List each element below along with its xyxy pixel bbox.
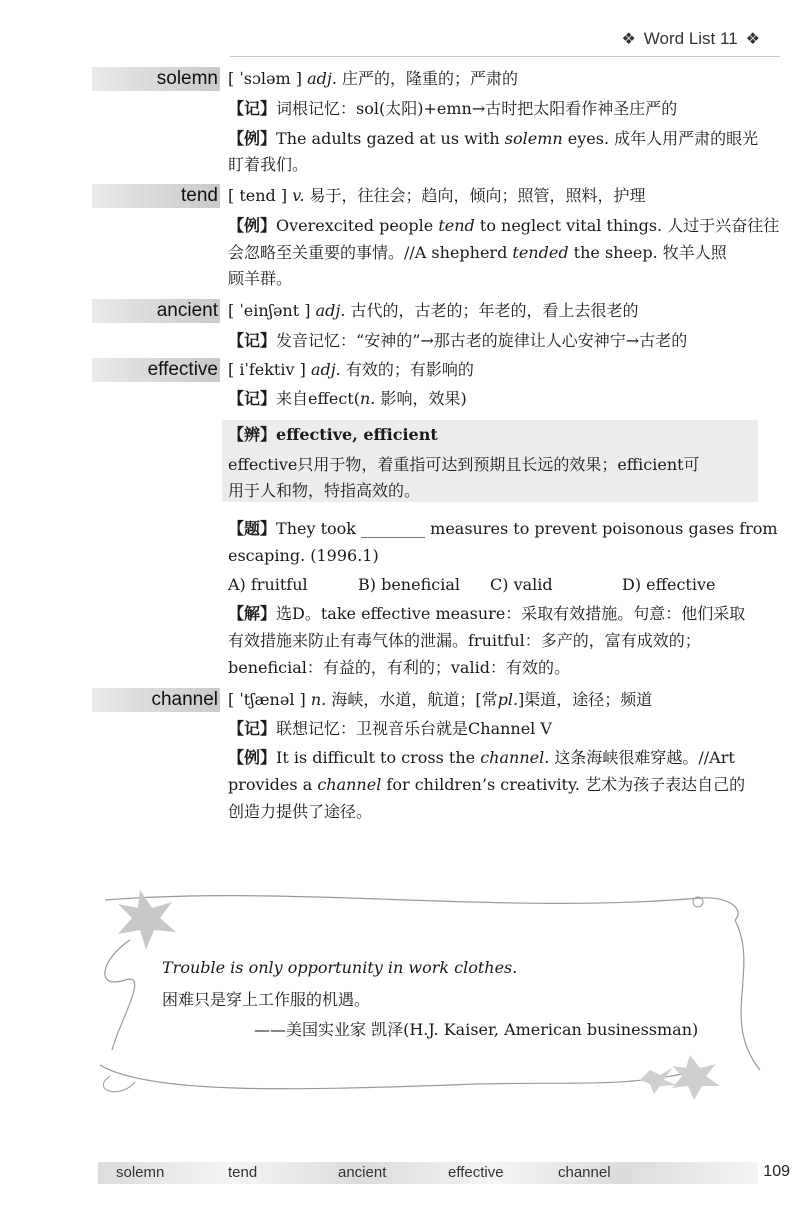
example-line [228, 266, 760, 292]
memory-tag: 【记】 [228, 331, 277, 350]
part-of-speech: n. [359, 389, 376, 408]
answer-text: beneficial：有益的，有利的；valid：有效的。 [228, 658, 570, 677]
example-line [228, 213, 780, 239]
distinction-text: effective只用于物，着重指可达到预期且长远的效果；efficient可 [228, 455, 700, 474]
definition: 易于，往往会；趋向，倾向；照管，照料，护理 [304, 186, 646, 205]
frame-loop [103, 1076, 135, 1092]
distinction-line [228, 452, 760, 478]
example-line [228, 772, 760, 798]
example-text: 创造力提供了途径。 [228, 802, 373, 821]
question-line [228, 516, 778, 542]
memory-text: 来自effect( [276, 389, 360, 408]
example-keyword: tend [438, 216, 475, 235]
memory-tag: 【记】 [228, 99, 277, 118]
example-text: to neglect vital things. 人过于兴奋往往 [474, 216, 780, 235]
answer-line [228, 655, 760, 681]
diamond-icon: ❖ [745, 31, 760, 48]
example-text: 顾羊群。 [228, 269, 293, 288]
plural-marker: pl. [497, 690, 519, 709]
phonetic: [ ˈsɔləm ] [228, 69, 302, 88]
diamond-icon: ❖ [621, 31, 636, 48]
frame-curve-top [105, 896, 738, 920]
example-line [228, 240, 760, 266]
part-of-speech: adj. [307, 69, 337, 88]
question-tag: 【题】 [228, 519, 277, 538]
example-keyword: solemn [504, 129, 563, 148]
footer-word: ancient [338, 1164, 387, 1181]
example-text: 会忽略至关重要的事情。//A shepherd [228, 243, 513, 262]
question-text: They took ________ measures to prevent poisonous gases from [276, 519, 778, 538]
phonetic: [ ˈeinʃənt ] [228, 301, 311, 320]
definition-line [228, 357, 760, 383]
question-line [228, 543, 760, 569]
example-text: for children’s creativity. 艺术为孩子表达自己的 [381, 775, 746, 794]
definition-line [228, 298, 760, 324]
part-of-speech: v. [292, 186, 305, 205]
example-text: 盯着我们。 [228, 155, 309, 174]
option-c: C) valid [490, 575, 553, 594]
definition-line [228, 183, 760, 209]
answer-line [228, 601, 760, 627]
example-tag: 【例】 [228, 748, 277, 767]
phonetic: [ ˈtʃænəl ] [228, 690, 306, 709]
example-line [228, 745, 760, 771]
example-keyword: channel [317, 775, 382, 794]
example-tag: 【例】 [228, 216, 277, 235]
definition: 海峡，水道，航道；[常 [326, 690, 498, 709]
example-tag: 【例】 [228, 129, 277, 148]
headword-effective: effective [147, 359, 218, 380]
example-keyword: channel [480, 748, 545, 767]
memory-line [228, 328, 760, 354]
running-header [621, 26, 760, 52]
frame-curve-bottom [100, 1065, 700, 1089]
example-line [228, 126, 760, 152]
memory-tag: 【记】 [228, 389, 277, 408]
memory-text: 词根记忆：sol(太阳)+emn→古时把太阳看作神圣庄严的 [276, 99, 678, 118]
definition-line [228, 66, 760, 92]
footer-word: tend [228, 1164, 258, 1181]
option-a: A) fruitful [228, 575, 308, 594]
distinction-title [228, 422, 760, 448]
example-text: . 这条海峡很难穿越。//Art [544, 748, 735, 767]
headword-solemn: solemn [156, 68, 218, 89]
answer-tag: 【解】 [228, 604, 277, 623]
distinction-words: effective, efficient [276, 425, 438, 444]
memory-line [228, 386, 760, 412]
distinction-line [228, 478, 760, 504]
memory-line [228, 96, 760, 122]
definition: 古代的，古老的；年老的，看上去很老的 [345, 301, 639, 320]
part-of-speech: adj. [315, 301, 346, 320]
answer-text: 有效措施来防止有毒气体的泄漏。fruitful：多产的，富有成效的； [228, 631, 701, 650]
memory-text: 联想记忆：卫视音乐台就是Channel V [276, 719, 552, 738]
memory-text: 影响，效果) [375, 389, 467, 408]
example-text: provides a [228, 775, 318, 794]
answer-line [228, 628, 760, 654]
definition: ]渠道，途径；频道 [518, 690, 653, 709]
option-b: B) beneficial [358, 575, 460, 594]
frame-curve-right [735, 920, 760, 1070]
example-text: eyes. 成年人用严肃的眼光 [562, 129, 759, 148]
definition-line [228, 687, 760, 713]
quote-frame-decoration [0, 880, 800, 1110]
option-d: D) effective [622, 575, 716, 594]
footer-word: solemn [116, 1164, 165, 1181]
footer-word: effective [448, 1164, 504, 1181]
definition: 有效的；有影响的 [340, 360, 474, 379]
distinction-tag: 【辨】 [228, 425, 277, 444]
part-of-speech: adj. [310, 360, 341, 379]
quote-chinese: 困难只是穿上工作服的机遇。 [162, 990, 371, 1009]
memory-line [228, 716, 760, 742]
memory-tag: 【记】 [228, 719, 277, 738]
headword-ancient: ancient [156, 300, 218, 321]
example-line [228, 152, 760, 178]
answer-text: 选D。take effective measure：采取有效措施。句意：他们采取 [276, 604, 746, 623]
example-text: The adults gazed at us with [276, 129, 505, 148]
part-of-speech: n. [310, 690, 327, 709]
memory-text: 发音记忆：“安神的”→那古老的旋律让人心安神宁→古老的 [276, 331, 688, 350]
example-text: the sheep. 牧羊人照 [568, 243, 727, 262]
distinction-text: 用于人和物，特指高效的。 [228, 481, 421, 500]
question-text: escaping. (1996.1) [228, 546, 379, 565]
header-divider [230, 56, 780, 57]
footer-word: channel [558, 1164, 611, 1181]
footer-word-bar [98, 1162, 758, 1184]
page-number: 109 [763, 1163, 790, 1180]
header-title: Word List 11 [643, 29, 738, 48]
quote-attribution: ——美国实业家 凯泽(H.J. Kaiser, American businessman) [254, 1020, 699, 1039]
example-text: Overexcited people [276, 216, 439, 235]
example-text: It is difficult to cross the [276, 748, 481, 767]
phonetic: [ tend ] [228, 186, 288, 205]
frame-curve-left [105, 940, 135, 1050]
phonetic: [ iˈfektiv ] [228, 360, 306, 379]
example-keyword: tended [512, 243, 569, 262]
headword-tend: tend [181, 185, 218, 206]
headword-channel: channel [151, 689, 218, 710]
definition: 庄严的，隆重的；严肃的 [336, 69, 518, 88]
leaf-icon [640, 1055, 720, 1100]
quote-english: Trouble is only opportunity in work clothes. [162, 958, 518, 977]
example-line [228, 799, 760, 825]
